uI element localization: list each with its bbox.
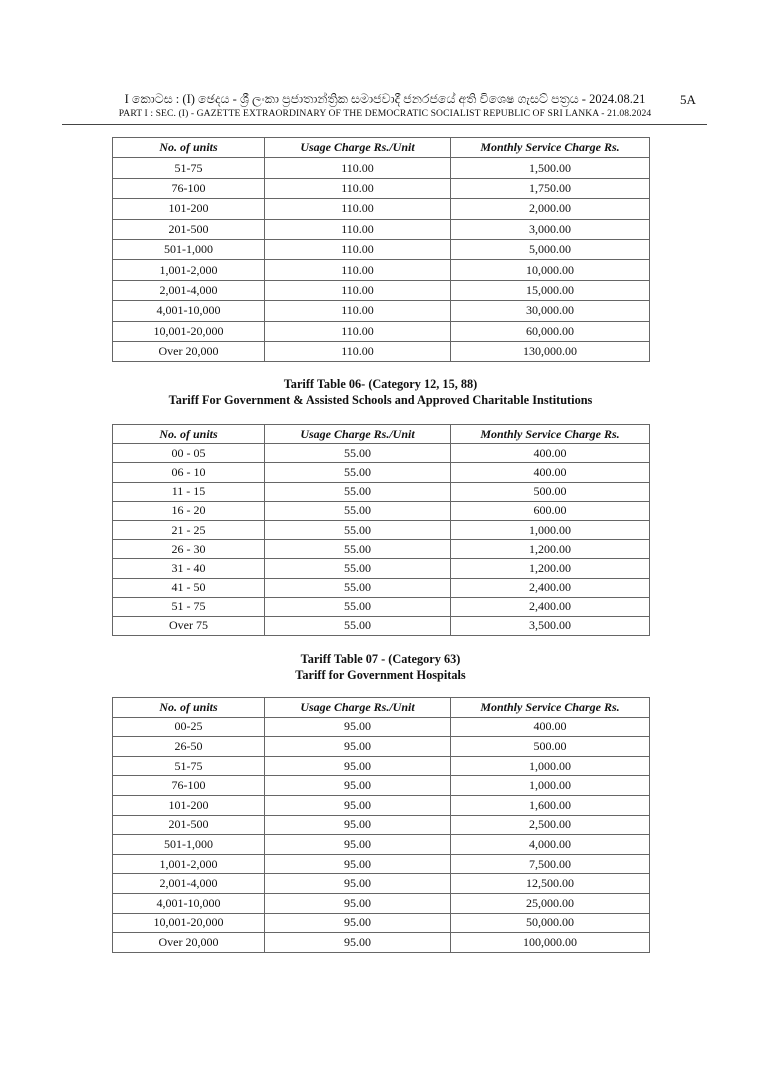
table-title: Tariff Table 06- (Category 12, 15, 88): [283, 377, 478, 391]
service-charge-cell: 100,000.00: [451, 933, 650, 953]
service-charge-cell: 2,000.00: [451, 199, 650, 219]
table-row: [113, 717, 650, 737]
units-header: No. of units: [113, 138, 265, 158]
table-subtitle: Tariff for Government Hospitals: [295, 667, 466, 682]
usage-charge-cell: 55.00: [265, 540, 451, 559]
table-row: [113, 559, 650, 578]
service-charge-cell: 2,400.00: [451, 597, 650, 616]
units-cell: 51-75: [113, 756, 265, 776]
table-header-row: [113, 425, 650, 444]
usage-charge-cell: 95.00: [265, 795, 451, 815]
units-header: No. of units: [113, 425, 265, 444]
service-charge-cell: 4,000.00: [451, 835, 650, 855]
units-cell: 2,001-4,000: [113, 874, 265, 894]
units-cell: 51 - 75: [113, 597, 265, 616]
usage-charge-cell: 110.00: [265, 199, 451, 219]
service-charge-cell: 2,500.00: [451, 815, 650, 835]
units-cell: 51-75: [113, 158, 265, 178]
usage-charge-cell: 55.00: [265, 597, 451, 616]
usage-charge-cell: 95.00: [265, 893, 451, 913]
header-rule: [62, 124, 707, 125]
table-row: [113, 321, 650, 341]
service-charge-cell: 1,000.00: [451, 520, 650, 539]
units-cell: 41 - 50: [113, 578, 265, 597]
units-cell: 31 - 40: [113, 559, 265, 578]
service-charge-cell: 130,000.00: [451, 341, 650, 361]
table-row: [113, 158, 650, 178]
table-row: [113, 178, 650, 198]
usage-charge-cell: 55.00: [265, 463, 451, 482]
usage-charge-cell: 110.00: [265, 158, 451, 178]
tariff-table-07: [112, 697, 650, 953]
units-cell: 00 - 05: [113, 444, 265, 463]
usage-charge-header: Usage Charge Rs./Unit: [265, 425, 451, 444]
service-charge-cell: 7,500.00: [451, 854, 650, 874]
table-row: [113, 874, 650, 894]
table-row: [113, 239, 650, 259]
units-cell: 1,001-2,000: [113, 260, 265, 280]
usage-charge-cell: 110.00: [265, 280, 451, 300]
units-cell: 1,001-2,000: [113, 854, 265, 874]
units-cell: 501-1,000: [113, 239, 265, 259]
units-cell: 101-200: [113, 795, 265, 815]
table-row: [113, 540, 650, 559]
usage-charge-cell: 95.00: [265, 815, 451, 835]
table-row: [113, 737, 650, 757]
service-charge-cell: 400.00: [451, 444, 650, 463]
table-title: Tariff Table 07 - (Category 63): [300, 652, 461, 666]
units-header: No. of units: [113, 698, 265, 718]
table-row: [113, 280, 650, 300]
usage-charge-cell: 55.00: [265, 482, 451, 501]
units-cell: 06 - 10: [113, 463, 265, 482]
usage-charge-cell: 95.00: [265, 854, 451, 874]
usage-charge-cell: 55.00: [265, 578, 451, 597]
service-charge-cell: 3,500.00: [451, 616, 650, 635]
units-cell: 4,001-10,000: [113, 893, 265, 913]
table-row: [113, 616, 650, 635]
usage-charge-cell: 110.00: [265, 239, 451, 259]
service-charge-cell: 1,000.00: [451, 756, 650, 776]
units-cell: 201-500: [113, 815, 265, 835]
units-cell: 201-500: [113, 219, 265, 239]
table-row: [113, 520, 650, 539]
units-cell: 2,001-4,000: [113, 280, 265, 300]
service-charge-cell: 500.00: [451, 482, 650, 501]
table-header-row: [113, 698, 650, 718]
usage-charge-cell: 110.00: [265, 341, 451, 361]
table-row: [113, 854, 650, 874]
table-row: [113, 219, 650, 239]
usage-charge-cell: 55.00: [265, 559, 451, 578]
usage-charge-cell: 95.00: [265, 756, 451, 776]
table-subtitle: Tariff For Government & Assisted Schools and Approved Charitable Institutions: [168, 392, 593, 407]
service-charge-cell: 500.00: [451, 737, 650, 757]
units-cell: 76-100: [113, 178, 265, 198]
table-row: [113, 893, 650, 913]
units-cell: 00-25: [113, 717, 265, 737]
usage-charge-cell: 110.00: [265, 260, 451, 280]
table-row: [113, 815, 650, 835]
usage-charge-cell: 95.00: [265, 737, 451, 757]
service-charge-cell: 3,000.00: [451, 219, 650, 239]
service-charge-cell: 12,500.00: [451, 874, 650, 894]
service-charge-cell: 1,600.00: [451, 795, 650, 815]
page-number: 5A: [680, 92, 696, 107]
usage-charge-cell: 110.00: [265, 219, 451, 239]
table-row: [113, 756, 650, 776]
usage-charge-cell: 55.00: [265, 444, 451, 463]
usage-charge-cell: 55.00: [265, 501, 451, 520]
table-header-row: [113, 138, 650, 158]
table-row: [113, 776, 650, 796]
units-cell: 21 - 25: [113, 520, 265, 539]
gazette-header-english: PART I : SEC. (I) - GAZETTE EXTRAORDINARY OF THE DEMOCRATIC SOCIALIST REPUBLIC OF SRI LANKA - 21.08.2024: [118, 108, 652, 119]
service-charge-cell: 15,000.00: [451, 280, 650, 300]
units-cell: Over 20,000: [113, 341, 265, 361]
tariff-table-06-caption: [112, 377, 649, 408]
units-cell: Over 75: [113, 616, 265, 635]
table-row: [113, 260, 650, 280]
tariff-table-continued: [112, 137, 650, 362]
usage-charge-cell: 95.00: [265, 776, 451, 796]
usage-charge-cell: 55.00: [265, 616, 451, 635]
units-cell: 501-1,000: [113, 835, 265, 855]
table-row: [113, 795, 650, 815]
table-row: [113, 199, 650, 219]
service-charge-cell: 1,000.00: [451, 776, 650, 796]
usage-charge-cell: 95.00: [265, 933, 451, 953]
units-cell: 16 - 20: [113, 501, 265, 520]
service-charge-cell: 60,000.00: [451, 321, 650, 341]
usage-charge-cell: 55.00: [265, 520, 451, 539]
table-row: [113, 341, 650, 361]
units-cell: 10,001-20,000: [113, 913, 265, 933]
service-charge-cell: 25,000.00: [451, 893, 650, 913]
usage-charge-cell: 95.00: [265, 874, 451, 894]
service-charge-header: Monthly Service Charge Rs.: [451, 425, 650, 444]
units-cell: 11 - 15: [113, 482, 265, 501]
usage-charge-header: Usage Charge Rs./Unit: [265, 138, 451, 158]
service-charge-cell: 30,000.00: [451, 301, 650, 321]
usage-charge-cell: 110.00: [265, 321, 451, 341]
usage-charge-cell: 95.00: [265, 835, 451, 855]
service-charge-header: Monthly Service Charge Rs.: [451, 138, 650, 158]
usage-charge-cell: 95.00: [265, 717, 451, 737]
units-cell: 101-200: [113, 199, 265, 219]
service-charge-cell: 50,000.00: [451, 913, 650, 933]
service-charge-cell: 1,200.00: [451, 540, 650, 559]
units-cell: 76-100: [113, 776, 265, 796]
table-row: [113, 835, 650, 855]
usage-charge-cell: 95.00: [265, 913, 451, 933]
table-row: [113, 301, 650, 321]
table-row: [113, 444, 650, 463]
service-charge-cell: 5,000.00: [451, 239, 650, 259]
units-cell: 4,001-10,000: [113, 301, 265, 321]
service-charge-cell: 1,200.00: [451, 559, 650, 578]
units-cell: 26-50: [113, 737, 265, 757]
tariff-table-06: [112, 424, 650, 636]
service-charge-cell: 1,500.00: [451, 158, 650, 178]
tariff-table-07-caption: [112, 652, 649, 683]
table-row: [113, 933, 650, 953]
table-row: [113, 501, 650, 520]
service-charge-cell: 400.00: [451, 463, 650, 482]
service-charge-cell: 1,750.00: [451, 178, 650, 198]
table-row: [113, 597, 650, 616]
table-row: [113, 463, 650, 482]
gazette-header-sinhala: I කොටස : (I) ඡෙදය - ශ්‍රී ලංකා ප්‍රජාතාන්ත්‍රික සමාජවාදී ජනරජයේ අති විශෙෂ ගැසට් පත්‍රය - 2024.08.21: [124, 92, 646, 106]
table-row: [113, 482, 650, 501]
units-cell: 10,001-20,000: [113, 321, 265, 341]
units-cell: Over 20,000: [113, 933, 265, 953]
service-charge-cell: 10,000.00: [451, 260, 650, 280]
usage-charge-cell: 110.00: [265, 178, 451, 198]
table-row: [113, 578, 650, 597]
service-charge-cell: 600.00: [451, 501, 650, 520]
service-charge-header: Monthly Service Charge Rs.: [451, 698, 650, 718]
usage-charge-header: Usage Charge Rs./Unit: [265, 698, 451, 718]
table-row: [113, 913, 650, 933]
service-charge-cell: 2,400.00: [451, 578, 650, 597]
service-charge-cell: 400.00: [451, 717, 650, 737]
units-cell: 26 - 30: [113, 540, 265, 559]
usage-charge-cell: 110.00: [265, 301, 451, 321]
